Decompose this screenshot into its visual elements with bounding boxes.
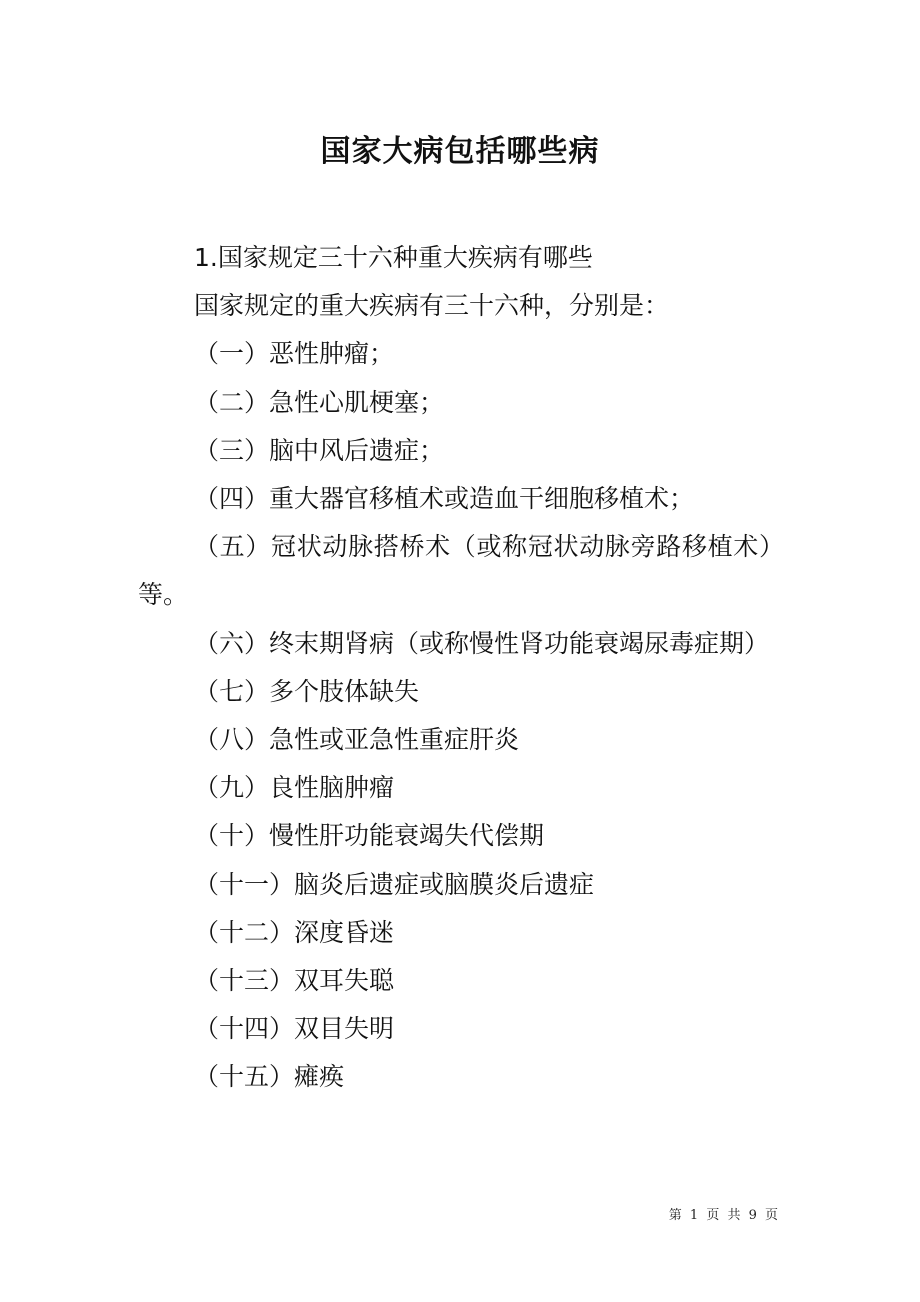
list-item: （十四）双目失明: [194, 1014, 395, 1044]
list-item: （十二）深度昏迷: [194, 917, 395, 947]
list-item: （五）冠状动脉搭桥术（或称冠状动脉旁路移植术）等。: [138, 532, 784, 610]
page-number-footer: 第 1 页 共 9 页: [668, 1208, 780, 1223]
list-item: （一）恶性肿瘤；: [194, 339, 395, 369]
list-item: （八）急性或亚急性重症肝炎: [194, 725, 520, 755]
list-item: （十）慢性肝功能衰竭失代偿期: [194, 821, 545, 851]
paragraph: 1.国家规定三十六种重大疾病有哪些: [194, 243, 593, 272]
list-item: （三）脑中风后遗症；: [194, 435, 445, 465]
paragraph: 国家规定的重大疾病有三十六种，分别是：: [194, 291, 670, 321]
list-item: （二）急性心肌梗塞；: [194, 387, 445, 417]
list-item: （七）多个肢体缺失: [194, 676, 420, 706]
list-item: （十一）脑炎后遗症或脑膜炎后遗症: [194, 869, 595, 899]
list-item: （十三）双耳失聪: [194, 966, 395, 996]
document-title: 国家大病包括哪些病: [320, 134, 600, 169]
document-body: [138, 234, 784, 1102]
list-item: （四）重大器官移植术或造血干细胞移植术；: [194, 484, 695, 514]
list-item: （六）终末期肾病（或称慢性肾功能衰竭尿毒症期）: [194, 628, 770, 658]
list-item: （九）良性脑肿瘤: [194, 773, 395, 803]
list-item: （十五）瘫痪: [194, 1062, 345, 1092]
